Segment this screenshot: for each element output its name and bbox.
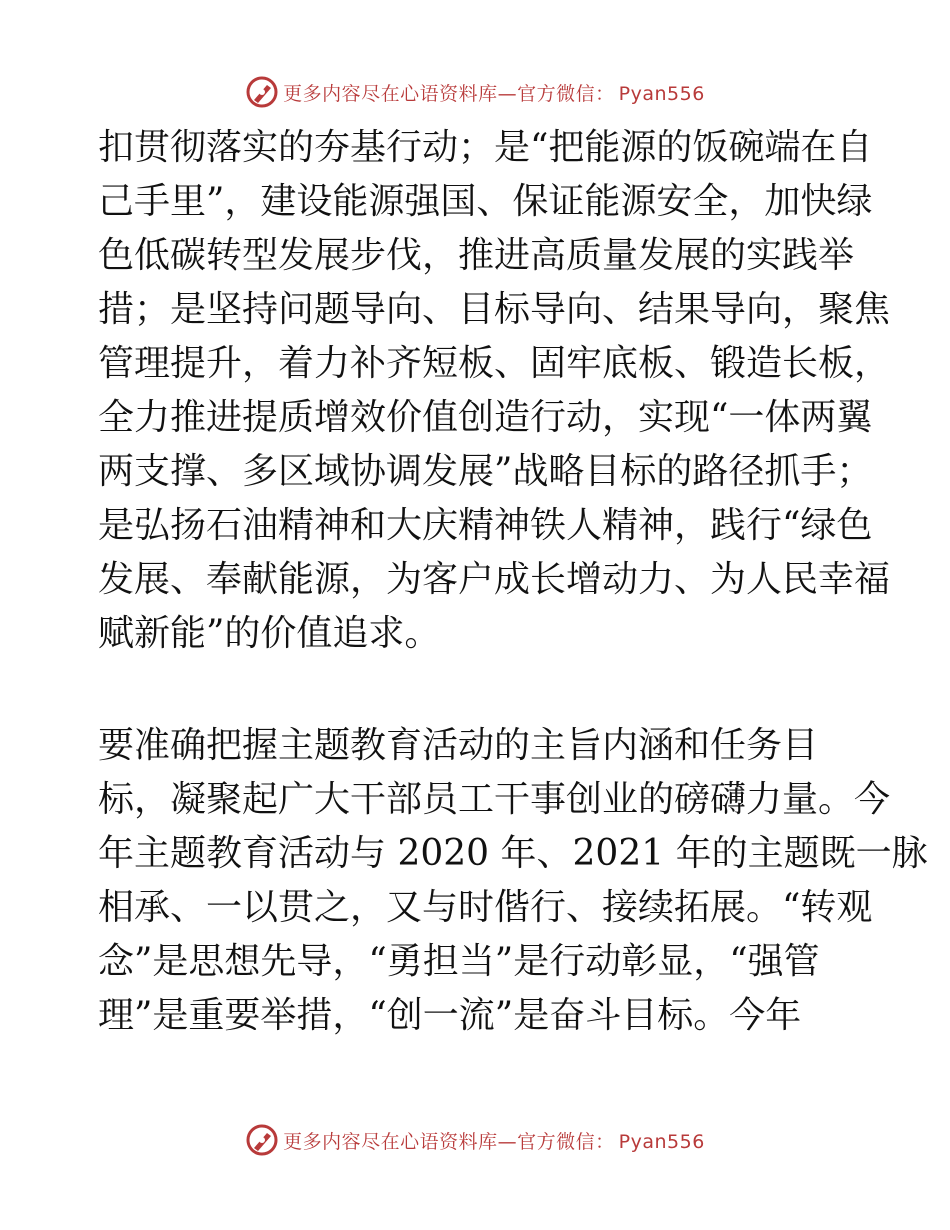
- watermark-text: 更多内容尽在心语资料库—官方微信： Pyan556: [283, 82, 705, 105]
- red-circle-pen-logo-icon: [245, 75, 279, 109]
- text-line: 发展、奉献能源，为客户成长增动力、为人民幸福: [98, 559, 891, 600]
- text-line: 色低碳转型发展步伐，推进高质量发展的实践举: [98, 235, 855, 276]
- text-line: 全力推进提质增效价值创造行动，实现“一体两翼: [98, 397, 873, 438]
- text-line: 要准确把握主题教育活动的主旨内涵和任务目: [98, 725, 819, 766]
- text-line: 扣贯彻落实的夯基行动；是“把能源的饭碗端在自: [98, 127, 873, 168]
- header-watermark: [0, 72, 950, 112]
- footer-watermark: [0, 1120, 950, 1160]
- text-line: 标，凝聚起广大干部员工干事创业的磅礴力量。今: [98, 779, 891, 820]
- watermark-id: Pyan556: [618, 82, 705, 105]
- watermark-text: 更多内容尽在心语资料库—官方微信： Pyan556: [283, 1130, 705, 1153]
- text-line: 赋新能”的价值追求。: [98, 613, 441, 654]
- text-line: 两支撑、多区域协调发展”战略目标的路径抓手；: [98, 451, 873, 492]
- text-line: 管理提升，着力补齐短板、固牢底板、锻造长板，: [98, 343, 891, 384]
- text-line: 是弘扬石油精神和大庆精神铁人精神，践行“绿色: [98, 505, 873, 546]
- text-line: 念”是思想先导，“勇担当”是行动彰显，“强管: [98, 941, 820, 982]
- text-line: 相承、一以贯之，又与时偕行、接续拓展。“转观: [98, 887, 873, 928]
- watermark-id: Pyan556: [618, 1130, 705, 1153]
- text-line: 理”是重要举措，“创一流”是奋斗目标。今年: [98, 995, 802, 1036]
- text-line: 措；是坚持问题导向、目标导向、结果导向，聚焦: [98, 289, 891, 330]
- text-line: 己手里”，建设能源强国、保证能源安全，加快绿: [98, 181, 873, 222]
- red-circle-pen-logo-icon: [245, 1123, 279, 1157]
- text-line: 年主题教育活动与 2020 年、2021 年的主题既一脉: [98, 833, 928, 874]
